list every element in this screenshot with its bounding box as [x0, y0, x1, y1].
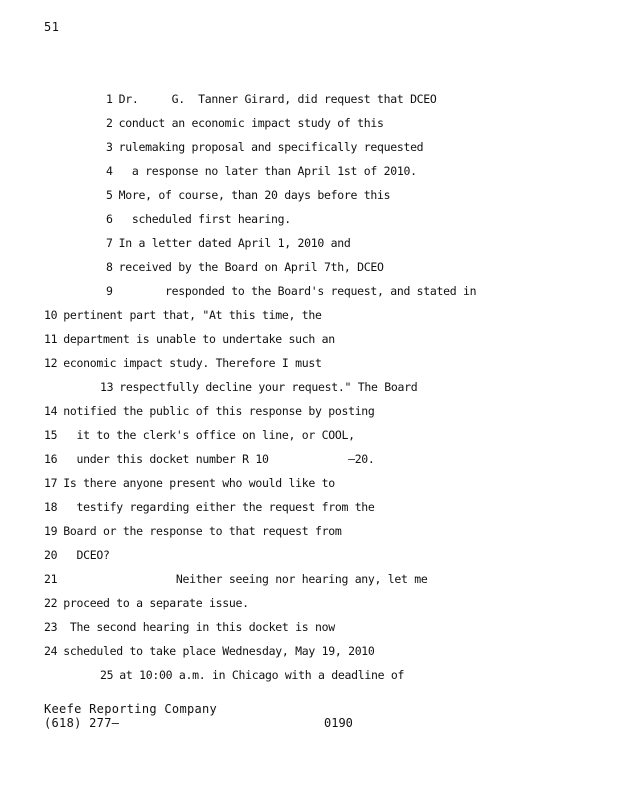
line-number: 13 — [100, 380, 114, 394]
line-text: under this docket number R 10 –20. — [63, 452, 375, 466]
transcript-line-1 — [106, 92, 437, 106]
line-text: at 10:00 a.m. in Chicago with a deadline of — [119, 668, 405, 682]
line-text: received by the Board on April 7th, DCEO — [118, 260, 384, 274]
line-text: Dr. G. Tanner Girard, did request that DCEO — [118, 92, 437, 106]
transcript-line-22 — [44, 596, 249, 610]
transcript-line-24 — [44, 644, 375, 658]
transcript-line-13 — [100, 380, 417, 394]
transcript-line-4 — [106, 164, 417, 178]
line-text: DCEO? — [63, 548, 110, 562]
line-number: 10 — [44, 308, 58, 322]
line-number: 22 — [44, 596, 58, 610]
transcript-line-6 — [106, 212, 291, 226]
transcript-line-25 — [100, 668, 404, 682]
footer-phone-prefix: (618) 277– — [44, 716, 120, 730]
line-text: respectfully decline your request." The Board — [119, 380, 418, 394]
line-number: 9 — [106, 284, 113, 298]
transcript-line-3 — [106, 140, 423, 154]
line-text: economic impact study. Therefore I must — [63, 356, 322, 370]
transcript-line-12 — [44, 356, 322, 370]
line-number: 15 — [44, 428, 58, 442]
line-text: notified the public of this response by posting — [63, 404, 375, 418]
line-text: proceed to a separate issue. — [63, 596, 249, 610]
line-number: 21 — [44, 572, 58, 586]
line-text: testify regarding either the request from the — [63, 500, 375, 514]
transcript-line-8 — [106, 260, 384, 274]
page-number: 51 — [44, 20, 60, 34]
line-text: scheduled first hearing. — [118, 212, 291, 226]
line-number: 2 — [106, 116, 113, 130]
footer-company: Keefe Reporting Company — [44, 702, 218, 716]
transcript-line-14 — [44, 404, 375, 418]
line-number: 8 — [106, 260, 113, 274]
transcript-line-17 — [44, 476, 335, 490]
transcript-line-16 — [44, 452, 375, 466]
line-number: 11 — [44, 332, 58, 346]
line-text: Neither seeing nor hearing any, let me — [63, 572, 428, 586]
transcript-line-18 — [44, 500, 375, 514]
line-text: conduct an economic impact study of this — [118, 116, 384, 130]
transcript-line-20 — [44, 548, 110, 562]
line-number: 24 — [44, 644, 58, 658]
line-number: 4 — [106, 164, 113, 178]
line-text: Board or the response to that request from — [63, 524, 342, 538]
line-text: The second hearing in this docket is now — [63, 620, 335, 634]
line-number: 14 — [44, 404, 58, 418]
transcript-line-2 — [106, 116, 384, 130]
transcript-line-15 — [44, 428, 355, 442]
line-number: 1 — [106, 92, 113, 106]
line-number: 20 — [44, 548, 58, 562]
line-number: 17 — [44, 476, 58, 490]
line-number: 5 — [106, 188, 113, 202]
transcript-line-23 — [44, 620, 335, 634]
line-text: In a letter dated April 1, 2010 and — [118, 236, 351, 250]
line-number: 23 — [44, 620, 58, 634]
line-text: it to the clerk's office on line, or COOL, — [63, 428, 355, 442]
line-text: rulemaking proposal and specifically requested — [118, 140, 424, 154]
line-text: pertinent part that, "At this time, the — [63, 308, 322, 322]
transcript-line-11 — [44, 332, 335, 346]
line-text: More, of course, than 20 days before this — [118, 188, 391, 202]
line-text: Is there anyone present who would like to — [63, 476, 335, 490]
line-number: 12 — [44, 356, 58, 370]
transcript-line-21 — [44, 572, 428, 586]
transcript-line-10 — [44, 308, 322, 322]
line-text: scheduled to take place Wednesday, May 19, 2010 — [63, 644, 375, 658]
line-number: 16 — [44, 452, 58, 466]
line-number: 18 — [44, 500, 58, 514]
transcript-line-9 — [106, 284, 476, 298]
line-text: department is unable to undertake such an — [63, 332, 335, 346]
line-text: responded to the Board's request, and stated in — [118, 284, 477, 298]
transcript-line-5 — [106, 188, 390, 202]
line-number: 7 — [106, 236, 113, 250]
line-number: 19 — [44, 524, 58, 538]
line-text: a response no later than April 1st of 2010. — [118, 164, 417, 178]
line-number: 6 — [106, 212, 113, 226]
transcript-line-19 — [44, 524, 341, 538]
footer-phone-suffix: 0190 — [324, 716, 353, 730]
line-number: 3 — [106, 140, 113, 154]
line-number: 25 — [100, 668, 114, 682]
transcript-line-7 — [106, 236, 350, 250]
